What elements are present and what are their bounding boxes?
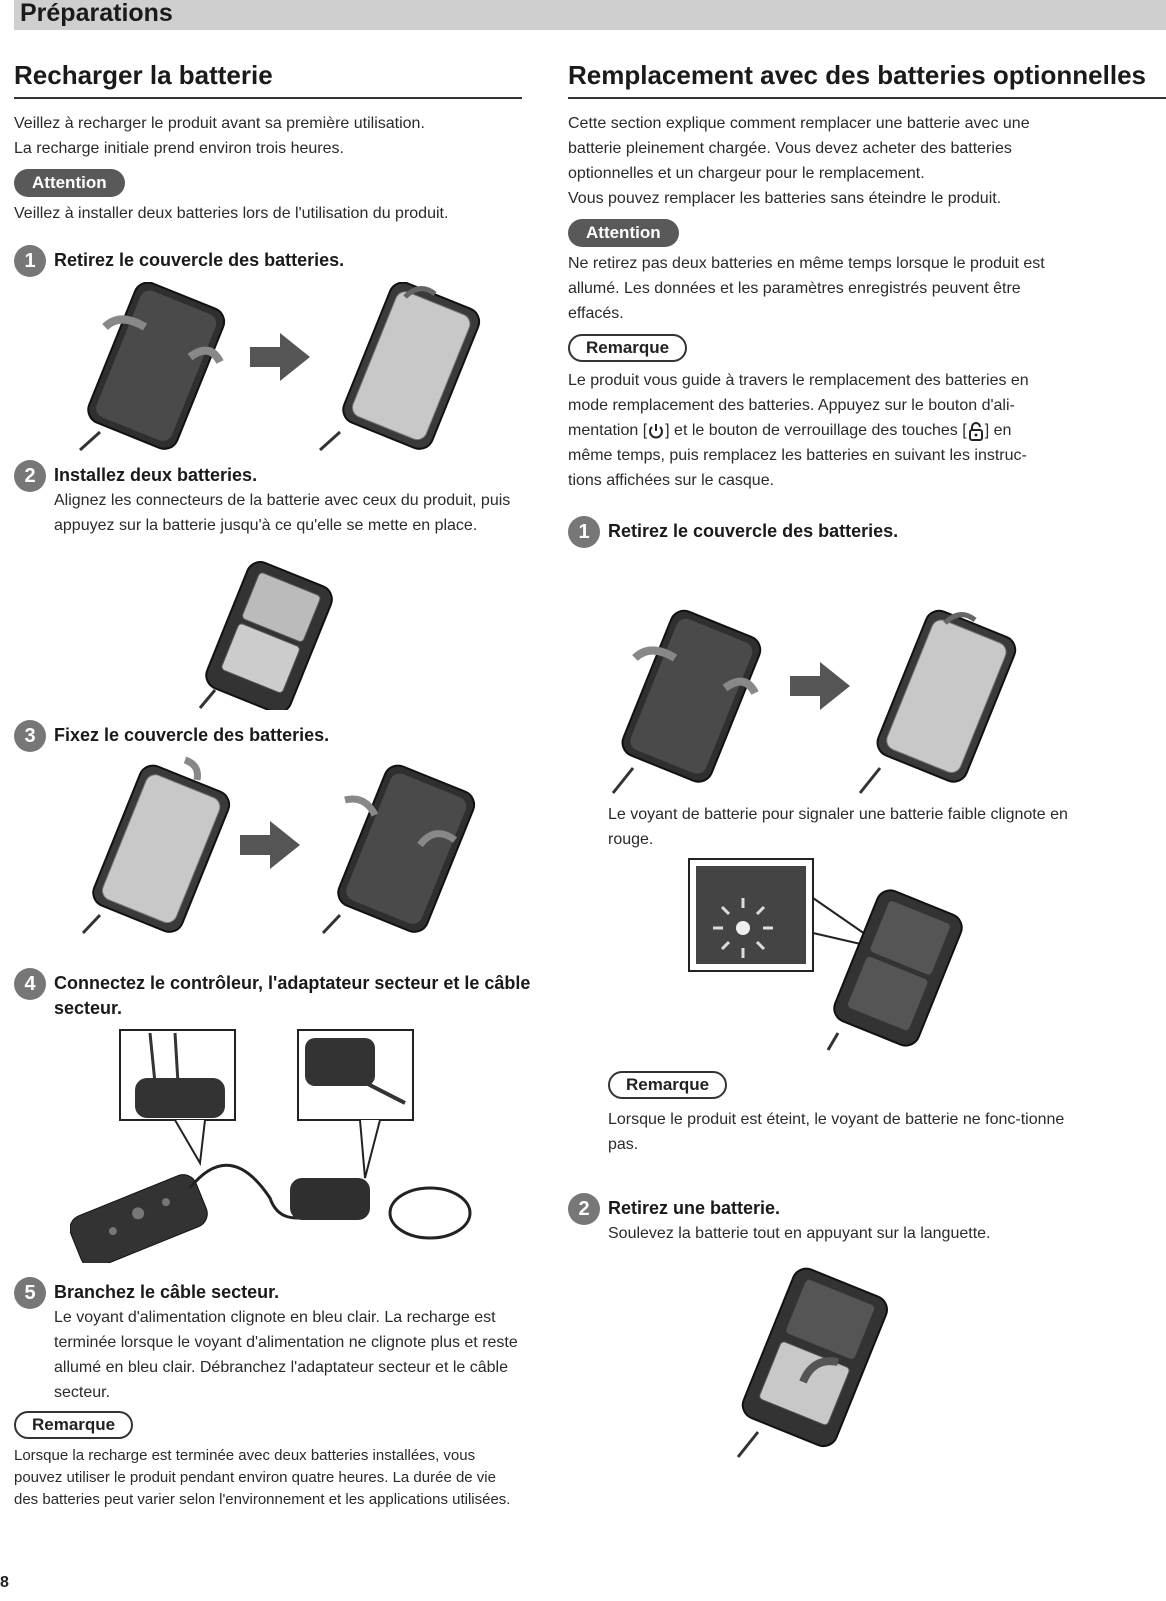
left-step-5 [14, 1277, 554, 1405]
left-heading: Recharger la batterie [14, 60, 522, 99]
section-title: Préparations [20, 0, 173, 27]
step-title: Retirez une batterie. [608, 1198, 781, 1218]
left-note [14, 1411, 514, 1511]
note-badge: Remarque [568, 334, 687, 362]
battery-led-illustration [688, 858, 968, 1053]
step-body: Alignez les connecteurs de la batterie avec ceux du produit, puis appuyez sur la batterie jusqu'à ce qu'elle se mette en place. [54, 492, 511, 534]
step-body: Soulevez la batterie tout en appuyant sur la languette. [608, 1225, 991, 1242]
step-number: 3 [14, 720, 46, 752]
step-title: Installez deux batteries. [54, 465, 258, 485]
left-step-1 [14, 245, 554, 273]
left-step-4 [14, 968, 554, 1021]
power-icon [647, 422, 665, 440]
step-title: Branchez le câble secteur. [54, 1282, 280, 1302]
right-intro: Cette section explique comment remplacer une batterie avec une batterie pleinement chargée. Vous devez acheter des batteries optionnelles et un chargeur pour le remplacement. [568, 115, 1030, 182]
step-number: 2 [568, 1193, 600, 1225]
step-number: 1 [568, 516, 600, 548]
step-title: Retirez le couvercle des batteries. [608, 521, 899, 541]
attach-cover-illustration [75, 755, 495, 935]
step-body: Le voyant d'alimentation clignote en bleu clair. La recharge est terminée lorsque le voyant d'alimentation ne clignote plus et reste allumé en bleu clair. Débranchez l'adaptateur secteur et le câble secteur. [54, 1309, 518, 1401]
attention-text: Ne retirez pas deux batteries en même temps lorsque le produit est allumé. Les données et les paramètres enregistrés peuvent être effacés. [568, 255, 1045, 322]
remove-battery-illustration [718, 1262, 898, 1462]
lock-icon [967, 421, 985, 441]
arrow-right-icon [240, 821, 300, 869]
arrow-right-icon [250, 333, 310, 381]
remove-cover-illustration-right [605, 608, 1025, 798]
note-text-part-1: Le produit vous guide à travers le remplacement des batteries en mode remplacement des batteries. Appuyez sur le bouton d'ali-mentation [ [568, 372, 1029, 439]
right-column [568, 60, 1166, 493]
right-step-1 [568, 516, 1108, 544]
connect-controller-illustration [70, 1028, 490, 1263]
install-batteries-illustration [195, 560, 345, 710]
note-badge: Remarque [14, 1411, 133, 1439]
step-number: 4 [14, 968, 46, 1000]
left-column [14, 60, 522, 226]
attention-text: Veillez à installer deux batteries lors de l'utilisation du produit. [14, 205, 449, 222]
arrow-right-icon [790, 662, 850, 710]
note-text-part-2: ] et le bouton de verrouillage des touches [ [665, 422, 967, 439]
left-step-3 [14, 720, 554, 748]
step-title: Connectez le contrôleur, l'adaptateur secteur et le câble secteur. [54, 973, 531, 1018]
right-note-2 [608, 1071, 1078, 1157]
note-text: Lorsque la recharge est terminée avec deux batteries installées, vous pouvez utiliser le produit pendant environ quatre heures. La durée de vie des batteries peut varier selon l'environnement et les applications utilisées. [14, 1447, 511, 1508]
attention-badge: Attention [568, 219, 679, 247]
note-text-part-3: ] en même temps, puis remplacez les batteries en suivant les instruc-tions affichées sur le casque. [568, 422, 1027, 489]
right-step-2 [568, 1193, 1108, 1246]
right-intro-2: Vous pouvez remplacer les batteries sans éteindre le produit. [568, 190, 1002, 207]
step-number: 1 [14, 245, 46, 277]
note-badge: Remarque [608, 1071, 727, 1099]
step-number: 2 [14, 460, 46, 492]
step-number: 5 [14, 1277, 46, 1309]
remove-cover-illustration [75, 282, 495, 452]
right-heading: Remplacement avec des batteries optionnelles [568, 60, 1166, 99]
note-text [568, 368, 1058, 493]
section-header [14, 0, 1166, 30]
step-title: Retirez le couvercle des batteries. [54, 250, 345, 270]
step-title: Fixez le couvercle des batteries. [54, 725, 330, 745]
attention-badge: Attention [14, 169, 125, 197]
left-step-2 [14, 460, 554, 538]
note-text: Lorsque le produit est éteint, le voyant de batterie ne fonc-tionne pas. [608, 1111, 1065, 1153]
right-step-1-body: Le voyant de batterie pour signaler une batterie faible clignote en rouge. [608, 806, 1068, 848]
page-number: 8 [0, 1574, 9, 1591]
intro-line-2: La recharge initiale prend environ trois heures. [14, 140, 344, 157]
intro-line-1: Veillez à recharger le produit avant sa première utilisation. [14, 115, 425, 132]
